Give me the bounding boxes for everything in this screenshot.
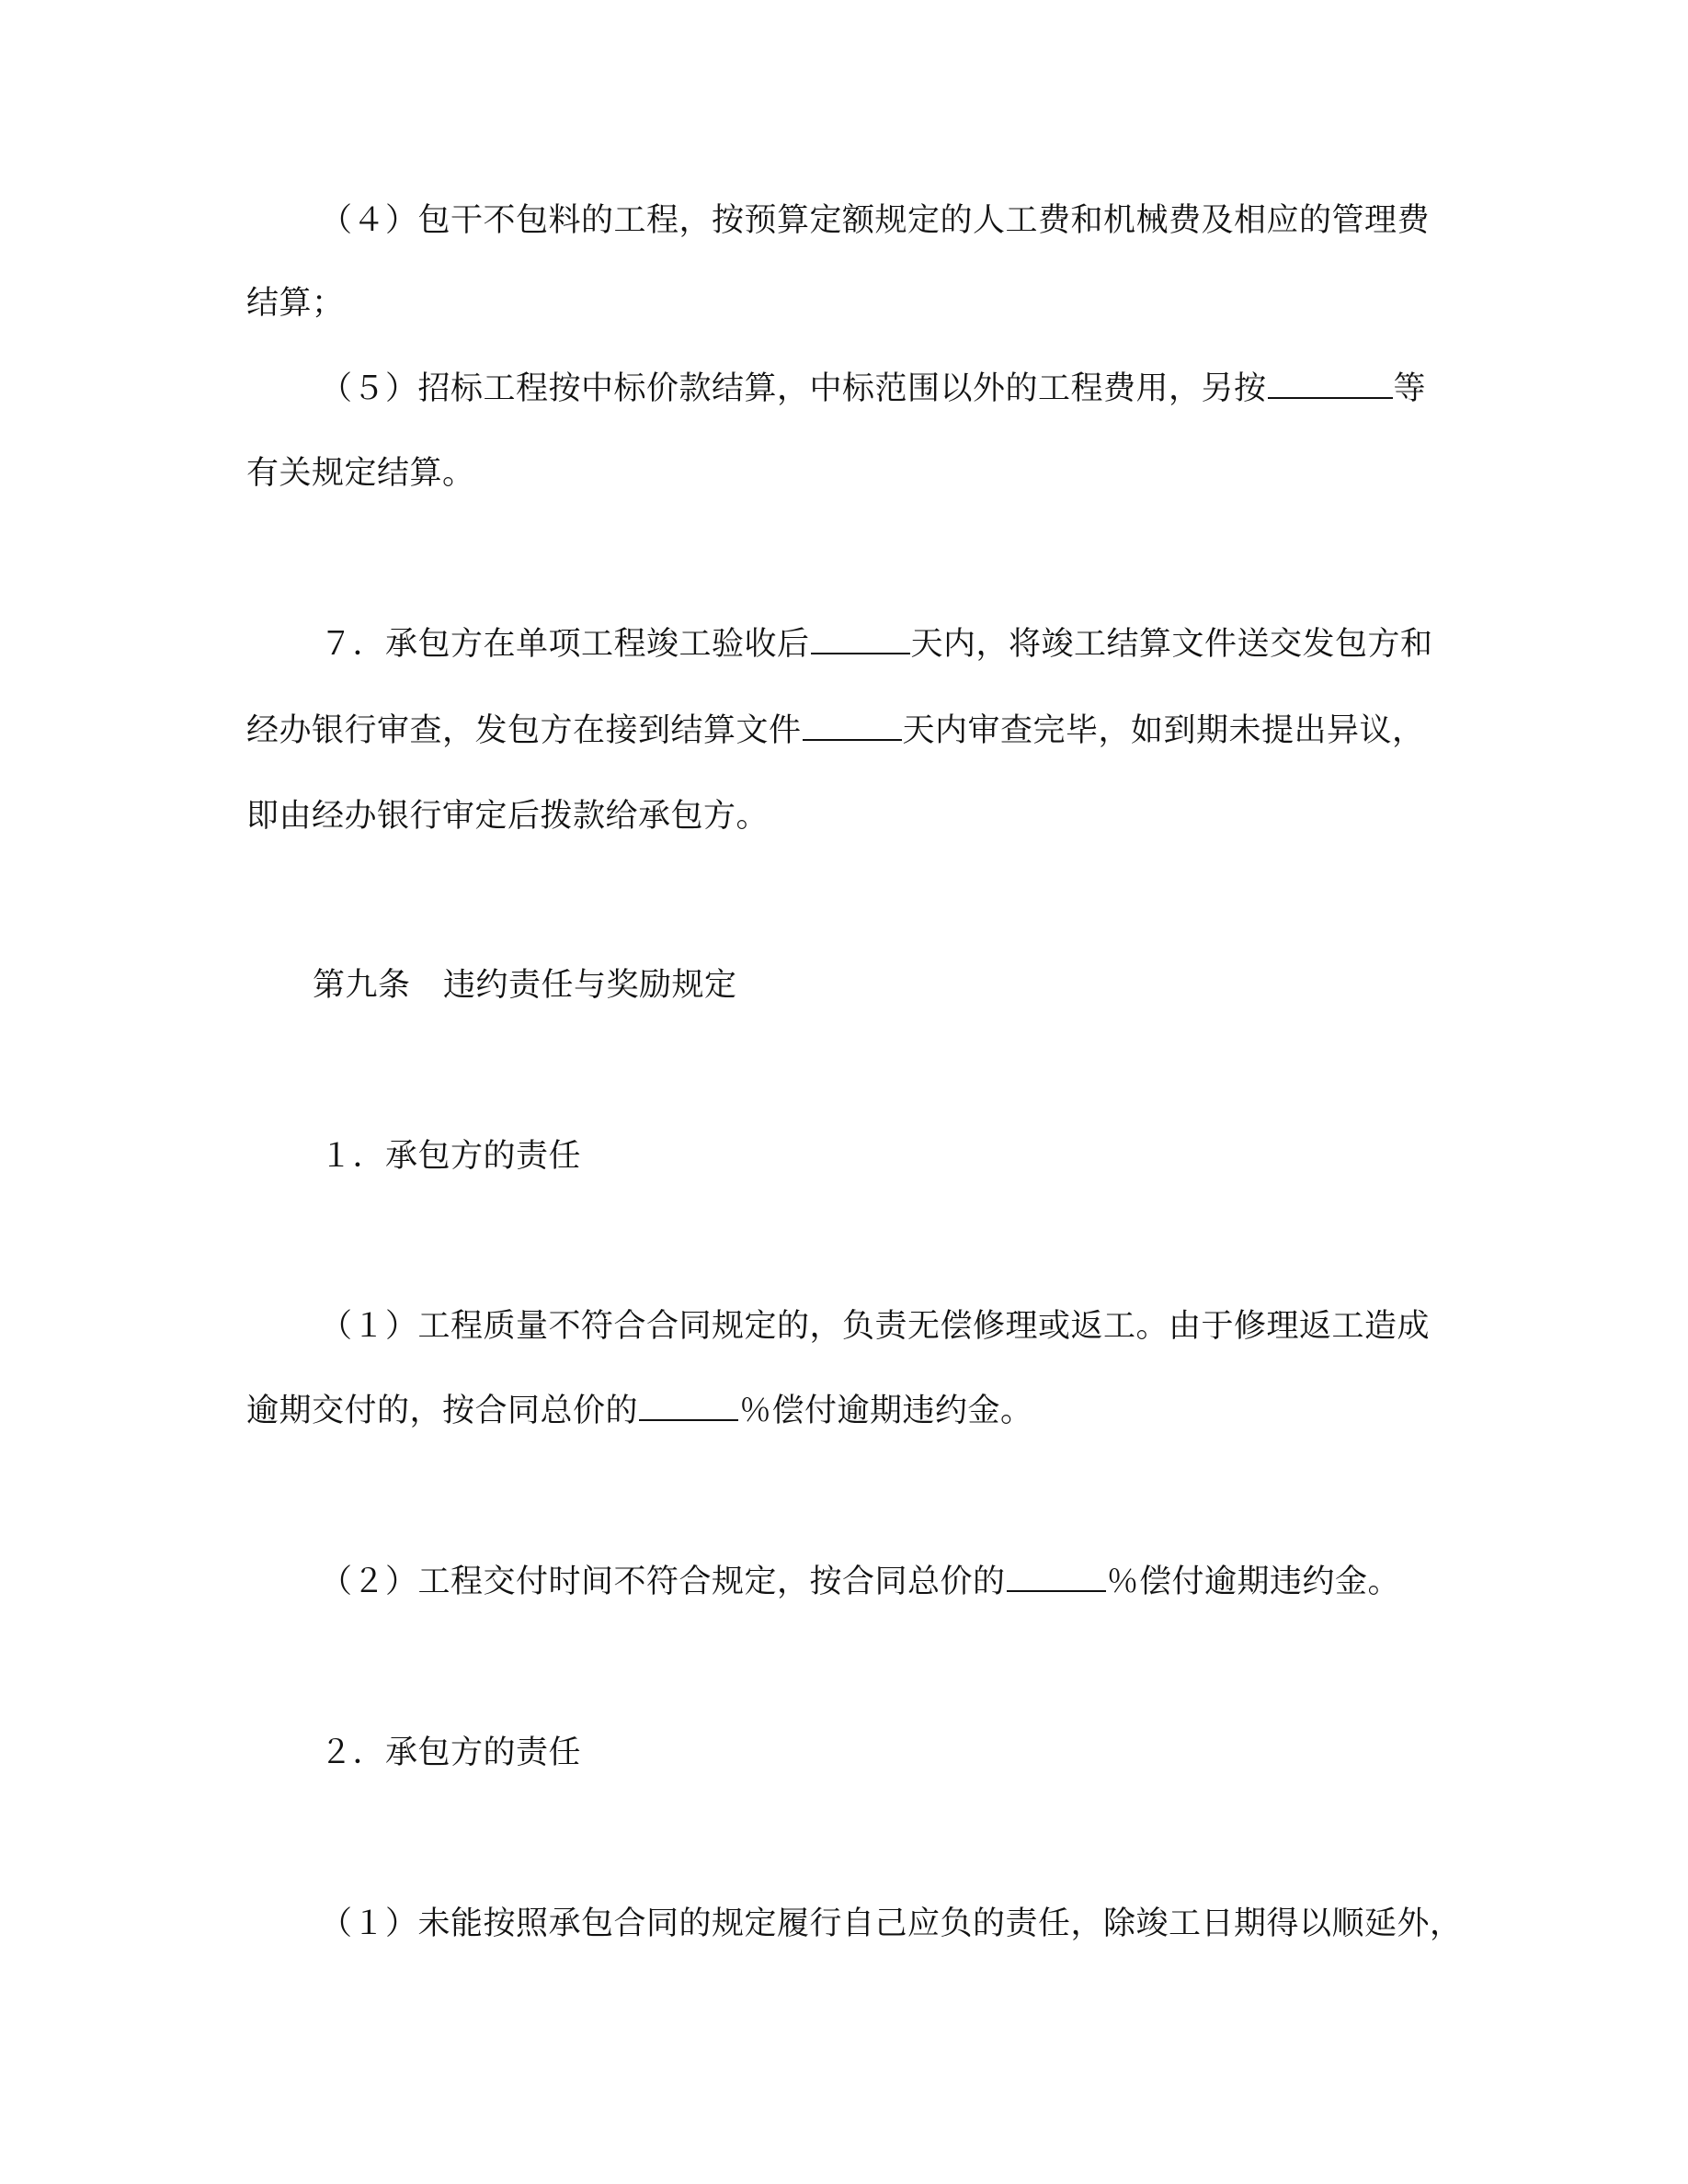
section-2-heading: ２．承包方的责任: [320, 1735, 582, 1771]
section-2-item-1: （１）未能按照承包合同的规定履行自己应负的责任，除竣工日期得以顺延外，: [320, 1905, 1463, 1942]
fill-blank[interactable]: [639, 1388, 738, 1421]
fill-blank[interactable]: [811, 621, 910, 654]
clause-4-line-2: 结算；: [246, 285, 345, 322]
clause-5-line-1: （５）招标工程按中标价款结算，中标范围以外的工程费用，另按 等: [320, 366, 1426, 412]
fill-blank[interactable]: [1268, 366, 1393, 399]
section-1-item-1-line-1: （１）工程质量不符合合同规定的，负责无偿修理或返工。由于修理返工造成: [320, 1308, 1431, 1345]
fill-blank[interactable]: [803, 708, 902, 741]
section-1-heading: １．承包方的责任: [320, 1138, 582, 1175]
item-7-line-1: ７．承包方在单项工程竣工验收后 天内，将竣工结算文件送交发包方和: [320, 621, 1433, 667]
section-1-item-2: （２）工程交付时间不符合规定，按合同总价的 ％偿付逾期违约金。: [320, 1559, 1400, 1605]
article-9-heading: 第九条 违约责任与奖励规定: [313, 967, 737, 1004]
item-7-line-3: 即由经办银行审定后拨款给承包方。: [246, 798, 770, 835]
clause-4-line-1: （４）包干不包料的工程，按预算定额规定的人工费和机械费及相应的管理费: [320, 202, 1431, 239]
item-7-line-2: 经办银行审查，发包方在接到结算文件 天内审查完毕，如到期未提出异议，: [246, 708, 1425, 754]
section-1-item-1-line-2: 逾期交付的，按合同总价的 ％偿付逾期违约金。: [246, 1388, 1033, 1434]
fill-blank[interactable]: [1007, 1559, 1106, 1592]
clause-5-line-2: 有关规定结算。: [246, 455, 475, 492]
